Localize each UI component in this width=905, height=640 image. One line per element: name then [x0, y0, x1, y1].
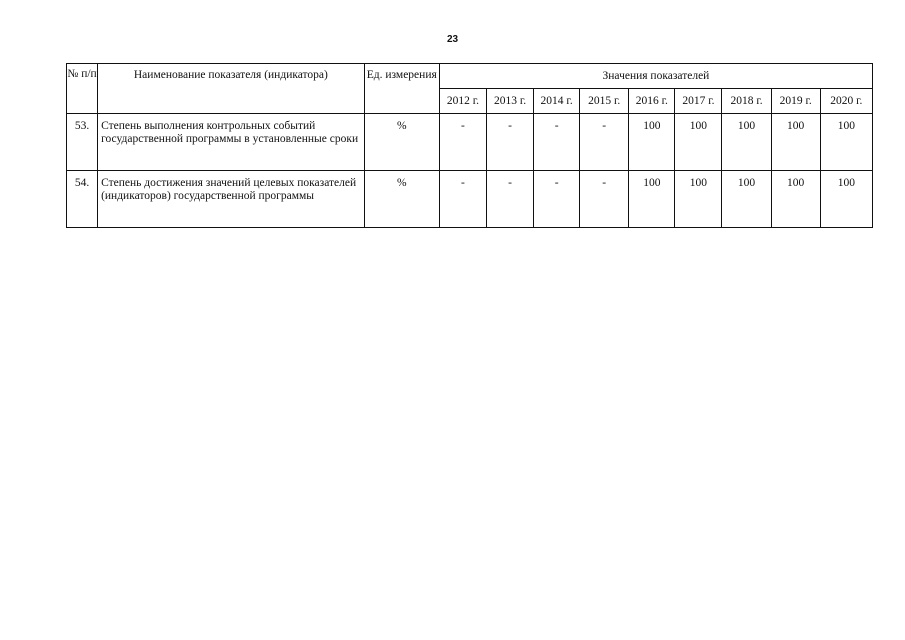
indicator-value: 100: [820, 171, 872, 228]
indicator-value: 100: [675, 114, 722, 171]
indicator-value: 100: [722, 171, 771, 228]
indicator-value: 100: [629, 114, 675, 171]
header-name: Наименование показателя (индикатора): [98, 64, 365, 114]
indicator-value: 100: [629, 171, 675, 228]
table-row: [67, 114, 873, 171]
indicator-value: -: [580, 171, 629, 228]
header-year: 2020 г.: [820, 89, 872, 114]
header-year: 2018 г.: [722, 89, 771, 114]
header-year: 2013 г.: [486, 89, 533, 114]
header-values-group: Значения показателей: [439, 64, 872, 89]
header-year: 2015 г.: [580, 89, 629, 114]
indicator-value: -: [486, 171, 533, 228]
indicator-name: Степень достижения значений целевых показателей (индикаторов) государственной программы: [98, 171, 365, 228]
indicator-value: -: [439, 171, 486, 228]
header-year: 2014 г.: [534, 89, 580, 114]
indicator-value: -: [534, 171, 580, 228]
indicator-name: Степень выполнения контрольных событий государственной программы в установленные сроки: [98, 114, 365, 171]
header-year: 2019 г.: [771, 89, 820, 114]
indicator-value: 100: [771, 114, 820, 171]
indicator-value: -: [486, 114, 533, 171]
indicator-value: 100: [722, 114, 771, 171]
header-year: 2017 г.: [675, 89, 722, 114]
indicator-value: 100: [771, 171, 820, 228]
indicators-table: [66, 63, 873, 228]
header-year: 2016 г.: [629, 89, 675, 114]
indicator-value: -: [580, 114, 629, 171]
indicator-value: -: [439, 114, 486, 171]
header-row-top: [67, 64, 873, 89]
row-number: 53.: [67, 114, 98, 171]
header-num: № п/п: [67, 64, 98, 114]
row-number: 54.: [67, 171, 98, 228]
header-unit: Ед. измерения: [364, 64, 439, 114]
indicator-unit: %: [364, 171, 439, 228]
indicator-unit: %: [364, 114, 439, 171]
table-row: [67, 171, 873, 228]
header-year: 2012 г.: [439, 89, 486, 114]
indicator-value: 100: [675, 171, 722, 228]
page-number: 23: [446, 34, 459, 45]
indicator-value: 100: [820, 114, 872, 171]
indicator-value: -: [534, 114, 580, 171]
